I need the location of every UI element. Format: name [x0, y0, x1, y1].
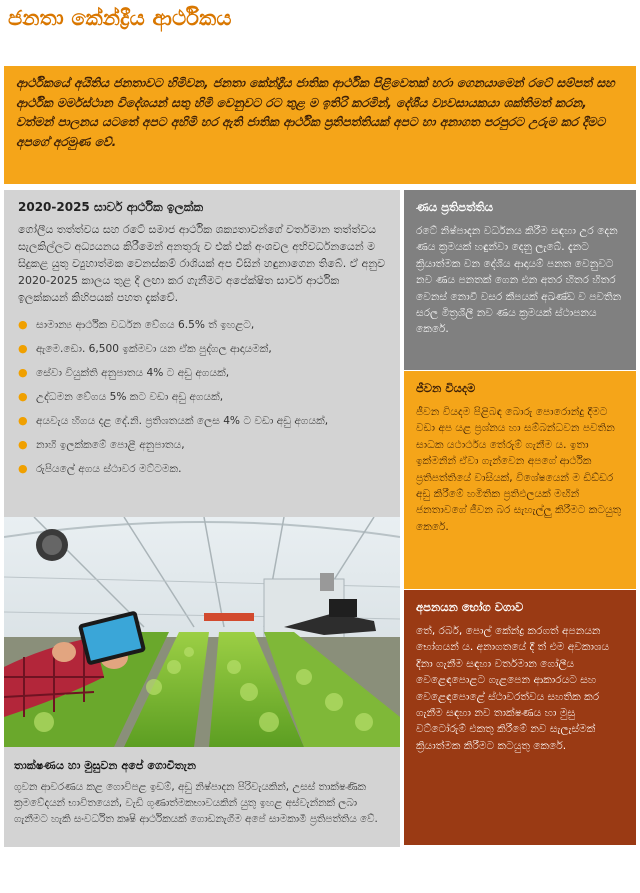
- debt-policy-text: රටේ නිෂ්පාදන වර්ධනය කිරීම සඳහා උර දෙන ණය ක්‍රමයක් හඳුන්වා දෙනු ලැබේ. දැනට ක්‍රියාත්මක වන දේශීය ආදායම් පනත වෙනුවට නව ණය පනතක් ගෙන එන අතර හිතර හිතර වෙනස් නොවී වසර කීපයක් අඛණ්ඩ ව පවතින සරල මිත්‍රශීලී නව ණය ක්‍රමයක් ස්ථාපනය කෙරේ.: [416, 225, 622, 336]
- technology-agriculture-text: ගුවන ආවරණය කළ ගොවිපළ ඉඩම්, අඩු නිෂ්පාදන පිරිවැයකින්, උසස් තාක්ෂණික ක්‍රමවේදයන් භාවිතයෙන්, වැඩි ගුණාත්මකභාවයකින් යුතු ඉහළ අස්වැන්නක් ලබා ගැනීමට හැකි සංවර්ධිත කෘෂි ආර්ථිකයක් ගොඩනැගීම අපේ සාමකාමී ප්‍රතිපත්තිය වේ.: [14, 781, 378, 825]
- list-item: ● නාහි ඉලක්කමේ පොළී අනුපාතය,: [18, 438, 185, 451]
- cost-of-living-panel: [404, 371, 636, 589]
- cost-of-living-heading: ජීවන වියදම: [416, 381, 476, 395]
- greenhouse-photo: [4, 517, 400, 747]
- list-item: ● රුපියලේ අගය ස්ථාවර මට්ටමක.: [18, 462, 182, 475]
- intro-text: ආර්ථිකයේ අයිතිය ජනතාවට හිමිවන, ජනතා කේන්ද්‍රීය ජාතික ආර්ථික පිළිවෙතක් හරා ගෙනයාමෙන් රටේ සම්පත් සහ ආර්ථික මර්මස්ථාන විදේශයන් සතු හිමි වෙනුවට රට තුළ ම ඉතිරි කරමින්, දේශීය ව්‍යවසායකයා ශක්තිමත් කරන, වත්මන් පාලනය යටතේ අපට අහිමි හර ඇති ජාතික ආර්ථික ප්‍රතිපත්තියක් අපට හා අනාගත පරපුරට උරුම කර දීමට අපගේ අරමුණ වේ.: [16, 76, 615, 149]
- list-item: ● සාමාන්‍ය ආර්ථික වර්ධන වේගය 6.5% ත් ඉහළට,: [18, 318, 255, 331]
- macro-goals-panel: [4, 190, 400, 520]
- macro-goals-list: [18, 318, 386, 476]
- cost-of-living-text: ජීවන වියදම පිළිබඳ බොරු පොරොන්දු දීමට වඩා අප යළ ප්‍රශ්නය හා සම්බන්ධවන පවතින සාධක යථාර්ථය තේරුම් ගැනීම ය. ඉතා ඉක්මනින් ඒවා ගැන්වෙන අපගේ ආර්ථික ප්‍රතිපත්තියේ වාසියක්, විශේෂයෙන් ම ඩිඩ්ඩර අඩු කිරීමේ හමිතික ප්‍රතිඵලයක් මඟින් ජනතාවගේ ජීවන බර සැහැල්ලු කිරීමට කටයුතු කෙරේ.: [416, 406, 622, 533]
- greenhouse-illustration: [4, 517, 400, 747]
- export-crops-panel: [404, 590, 636, 845]
- list-item: ● සේවා වියුක්ති අනුපාතය 4% ට අඩු අගයක්,: [18, 366, 230, 379]
- debt-policy-panel: [404, 190, 636, 370]
- list-item: ● ඇමෙ.ඩො. 6,500 ඉක්මවා යන ඒක පුද්ගල ආදායමක්,: [18, 342, 272, 355]
- technology-agriculture-panel: [4, 747, 400, 847]
- export-crops-heading: අපනයන භෝග වගාව: [416, 600, 524, 614]
- macro-goals-heading: 2020-2025 සාර්ව ආර්ථික ඉලක්ක: [18, 200, 204, 214]
- technology-agriculture-heading: තාක්ෂණය හා මුසුවන අපේ ගොවිතැන: [14, 759, 197, 772]
- bullet-icon: ●: [18, 438, 28, 451]
- bullet-icon: ●: [18, 390, 28, 403]
- export-crops-text: තේ, රබර්, පොල් කේන්ද්‍ර කරගත් අපනයන භෝගයන් ය. අනාගතයේ දී ත් එම අවකාශය දිනා ගැනීම සඳහා වර්තමාන ගෝලීය වෙළෙඳපොළට ගැළපෙන ආකාරයට සහ වෙළෙඳපොළේ ස්ථාවරත්වය සහතික කර ගැනීම සඳහා නව තාක්ෂණය හා මුසු වට්ටෝරුම් එකතු කිරීමේ නව සැලැස්මක් ක්‍රියාත්මක කිරීමට කටයුතු කෙරේ.: [416, 625, 610, 752]
- list-item: ● උද්ධමන වේගය 5% කට වඩා අඩු අගයක්,: [18, 390, 224, 403]
- debt-policy-heading: ණය ප්‍රතිපත්තිය: [416, 200, 494, 214]
- bullet-icon: ●: [18, 366, 28, 379]
- bullet-icon: ●: [18, 414, 28, 427]
- macro-goals-text: ගෝලීය තත්ත්වය සහ රටේ සමාජ ආර්ථික ශක්‍යතාවන්ගේ වර්තමාන තත්ත්වය සැලකිල්ලට අධ්‍යයනය කිරීමෙන් අනතුරු ව එක් එක් අංශවල අභිවර්ධනයෙන් ම සිදුකළ යුතු ව්‍යුහාත්මක වෙනස්කම් රාශියක් අප විසින් හඳුනාගෙන තිබේ. ඒ අනුව 2020-2025 කාලය තුළ දී ලඟා කර ගැනීමට අපේක්ෂිත සාර්ව ආර්ථික ඉලක්කයන් කිහිපයක් පහත දැක්වේ.: [18, 223, 386, 304]
- intro-banner: [4, 66, 636, 184]
- bullet-icon: ●: [18, 318, 28, 331]
- bullet-icon: ●: [18, 462, 28, 475]
- bullet-icon: ●: [18, 342, 28, 355]
- list-item: ● අයවැය හිගය දළ දේ.නි. ප්‍රතිශතයක් ලෙස 4% ට වඩා අඩු අගයක්,: [18, 414, 329, 427]
- page-title: ජනතා කේන්ද්‍රීය ආර්ථිකය: [8, 6, 232, 30]
